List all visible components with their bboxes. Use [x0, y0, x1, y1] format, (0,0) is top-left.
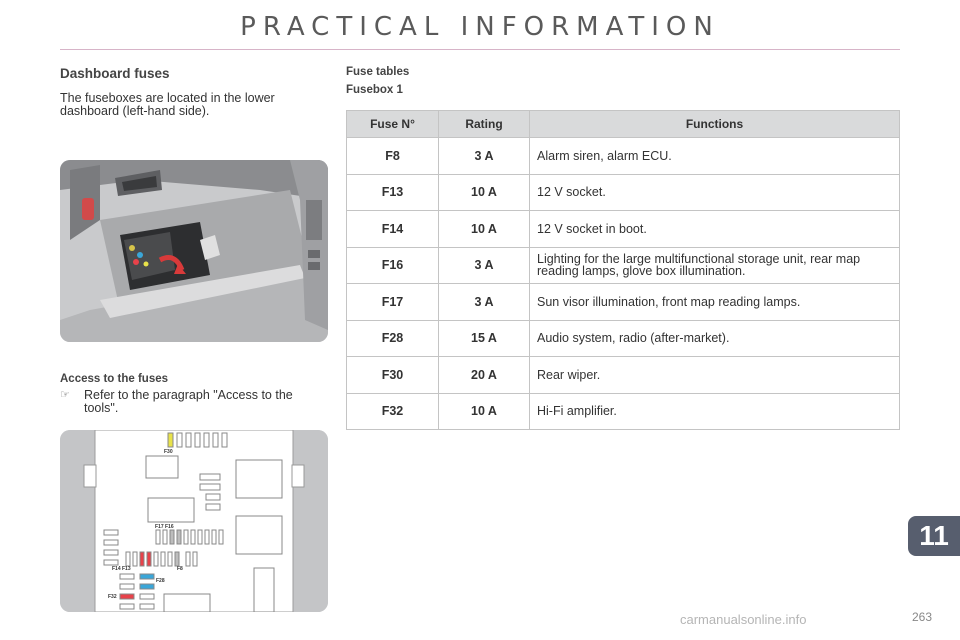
fuse-rating: 3 A	[439, 138, 530, 175]
fusebox-title: Fusebox 1	[346, 84, 403, 96]
diagram-label-f17-f16: F17 F16	[155, 524, 174, 530]
diagram-label-f14-f13: F14 F13	[112, 566, 131, 572]
page-header-title: PRACTICAL INFORMATION	[240, 12, 720, 42]
fusebox-diagram-svg	[60, 430, 328, 612]
fuse-function: Alarm siren, alarm ECU.	[530, 138, 900, 175]
fuse-number: F30	[347, 357, 439, 394]
diagram-label-f28: F28	[156, 578, 165, 584]
fuse-number: F28	[347, 320, 439, 357]
access-instruction	[60, 389, 330, 415]
table-row	[347, 247, 900, 284]
section-title: Dashboard fuses	[60, 66, 170, 81]
access-instruction-text: Refer to the paragraph "Access to the tools".	[84, 388, 293, 415]
table-row	[347, 357, 900, 394]
diagram-label-f32: F32	[108, 594, 117, 600]
fuse-function: Rear wiper.	[530, 357, 900, 394]
fuse-rating: 15 A	[439, 320, 530, 357]
chapter-number: 11	[919, 520, 949, 551]
watermark: carmanualsonline.info	[680, 612, 807, 627]
fuse-number: F8	[347, 138, 439, 175]
table-row	[347, 284, 900, 321]
header-rating: Rating	[439, 111, 530, 138]
diagram-label-f8: F8	[177, 566, 183, 572]
fuse-rating: 3 A	[439, 247, 530, 284]
header-fuse-number: Fuse N°	[347, 111, 439, 138]
fusebox-diagram	[60, 430, 328, 612]
fuse-tables-title: Fuse tables	[346, 66, 410, 78]
diagram-label-f30: F30	[164, 449, 173, 455]
fuse-rating: 3 A	[439, 284, 530, 321]
fuse-table	[346, 110, 900, 430]
table-row	[347, 320, 900, 357]
header-divider	[60, 49, 900, 50]
fuse-number: F16	[347, 247, 439, 284]
pointing-finger-icon: ☞	[60, 389, 70, 401]
page-number: 263	[912, 610, 933, 624]
fuse-number: F17	[347, 284, 439, 321]
table-row	[347, 211, 900, 248]
fuse-rating: 10 A	[439, 211, 530, 248]
hazard-button-icon	[82, 198, 94, 220]
glovebox-photo	[60, 160, 328, 342]
intro-paragraph: The fuseboxes are located in the lower dashboard (left-hand side).	[60, 91, 275, 118]
fuse-rating: 10 A	[439, 393, 530, 430]
access-title: Access to the fuses	[60, 373, 169, 385]
table-row	[347, 393, 900, 430]
fuse-function: Lighting for the large multifunctional storage unit, rear map reading lamps, glove box illumination.	[530, 247, 900, 284]
table-row	[347, 138, 900, 175]
fuse-function: 12 V socket.	[530, 174, 900, 211]
table-row	[347, 174, 900, 211]
fuse-table-header-row	[347, 111, 900, 138]
fuse-function: Sun visor illumination, front map reading lamps.	[530, 284, 900, 321]
fuse-rating: 10 A	[439, 174, 530, 211]
fuse-number: F14	[347, 211, 439, 248]
fuse-number: F13	[347, 174, 439, 211]
fuse-function: 12 V socket in boot.	[530, 211, 900, 248]
fuse-number: F32	[347, 393, 439, 430]
fuse-rating: 20 A	[439, 357, 530, 394]
fuse-function: Audio system, radio (after-market).	[530, 320, 900, 357]
fuse-function: Hi-Fi amplifier.	[530, 393, 900, 430]
glovebox-illustration	[60, 160, 328, 342]
header-functions: Functions	[530, 111, 900, 138]
